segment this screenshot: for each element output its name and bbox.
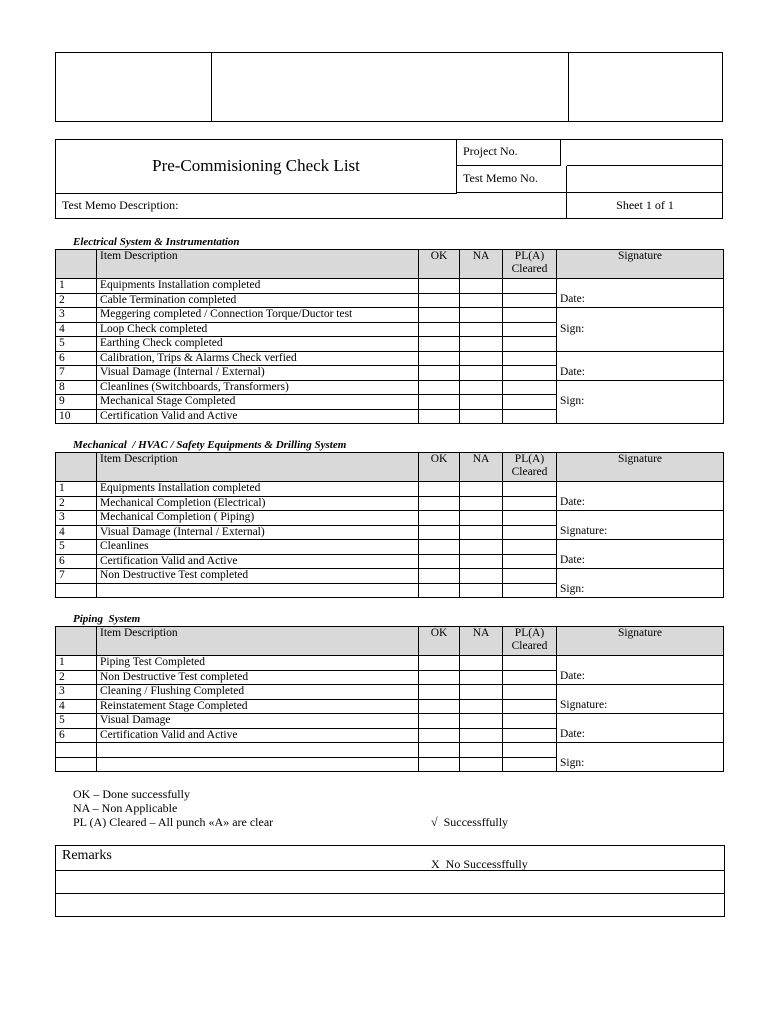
ok-cell[interactable] (419, 351, 460, 366)
signature-cell[interactable]: Date: (557, 656, 724, 685)
remarks-label: Remarks (56, 846, 725, 871)
header-item-description: Item Description (97, 453, 419, 482)
table-row: 3 Meggering completed / Connection Torque/Ductor test Sign: (56, 308, 724, 323)
signature-cell[interactable]: Sign: (557, 308, 724, 352)
pl-cell[interactable] (503, 511, 557, 526)
legend-ok: OK – Done successfully (73, 787, 190, 801)
ok-cell[interactable] (419, 395, 460, 410)
pl-cell[interactable] (503, 279, 557, 294)
ok-cell[interactable] (419, 554, 460, 569)
remarks-line-1[interactable] (56, 871, 725, 894)
na-cell[interactable] (460, 395, 503, 410)
header-na: NA (460, 453, 503, 482)
pl-cell[interactable] (503, 583, 557, 598)
checklist-table-electrical (55, 249, 724, 424)
pl-cell[interactable] (503, 482, 557, 497)
table-row: 2 Non Destructive Test completed (56, 670, 724, 685)
ok-cell[interactable] (419, 337, 460, 352)
ok-cell[interactable] (419, 322, 460, 337)
logo-cell-left (56, 53, 212, 121)
ok-cell[interactable] (419, 380, 460, 395)
legend-na: NA – Non Applicable (73, 801, 178, 815)
table-row: 3 Cleaning / Flushing Completed Signature: (56, 685, 724, 700)
na-cell[interactable] (460, 757, 503, 772)
pl-cell[interactable] (503, 569, 557, 584)
section-title-mechanical: Mechanical / HVAC / Safety Equipments & Drilling System (73, 439, 347, 451)
header-signature: Signature (557, 250, 724, 279)
header-pl-cleared: PL(A) Cleared (503, 627, 557, 656)
ok-cell[interactable] (419, 685, 460, 700)
table-row (56, 743, 724, 758)
na-cell[interactable] (460, 699, 503, 714)
table-row: 4 Reinstatement Stage Completed (56, 699, 724, 714)
table-row: 2 Mechanical Completion (Electrical) (56, 496, 724, 511)
signature-cell[interactable]: Date: (557, 482, 724, 511)
na-cell[interactable] (460, 554, 503, 569)
na-cell[interactable] (460, 351, 503, 366)
table-row: 6 Certification Valid and Active (56, 728, 724, 743)
na-cell[interactable] (460, 366, 503, 381)
legend-no-success: X No Successffully (431, 857, 528, 871)
ok-cell[interactable] (419, 279, 460, 294)
pl-cell[interactable] (503, 743, 557, 758)
project-no-label: Project No. (457, 140, 561, 166)
table-header-row (56, 627, 724, 656)
signature-cell[interactable]: Date: (557, 540, 724, 569)
ok-cell[interactable] (419, 583, 460, 598)
legend-success: √ Successffully (431, 815, 509, 829)
pl-cell[interactable] (503, 525, 557, 540)
na-cell[interactable] (460, 511, 503, 526)
na-cell[interactable] (460, 496, 503, 511)
section-title-piping: Piping System (73, 613, 141, 625)
ok-cell[interactable] (419, 308, 460, 323)
header-signature: Signature (557, 627, 724, 656)
na-cell[interactable] (460, 656, 503, 671)
ok-cell[interactable] (419, 409, 460, 424)
na-cell[interactable] (460, 525, 503, 540)
remarks-table (55, 845, 725, 917)
header-na: NA (460, 250, 503, 279)
table-row: 5 Cleanlines Date: (56, 540, 724, 555)
ok-cell[interactable] (419, 714, 460, 729)
signature-cell[interactable]: Date: (557, 279, 724, 308)
na-cell[interactable] (460, 583, 503, 598)
pl-cell[interactable] (503, 699, 557, 714)
header-pl-cleared: PL(A) Cleared (503, 250, 557, 279)
pl-cell[interactable] (503, 714, 557, 729)
pl-cell[interactable] (503, 337, 557, 352)
header-signature: Signature (557, 453, 724, 482)
na-cell[interactable] (460, 714, 503, 729)
page-title: Pre-Commisioning Check List (152, 156, 360, 175)
na-cell[interactable] (460, 337, 503, 352)
ok-cell[interactable] (419, 743, 460, 758)
ok-cell[interactable] (419, 757, 460, 772)
na-cell[interactable] (460, 728, 503, 743)
pl-cell[interactable] (503, 540, 557, 555)
pl-cell[interactable] (503, 728, 557, 743)
signature-cell[interactable]: Date: (557, 351, 724, 380)
table-row: 7 Visual Damage (Internal / External) (56, 366, 724, 381)
table-row: 6 Calibration, Trips & Alarms Check verfied Date: (56, 351, 724, 366)
section-title-electrical: Electrical System & Instrumentation (73, 236, 240, 248)
ok-cell[interactable] (419, 569, 460, 584)
table-header-row (56, 250, 724, 279)
header-item-description: Item Description (97, 250, 419, 279)
header-item-description: Item Description (97, 627, 419, 656)
na-cell[interactable] (460, 569, 503, 584)
na-cell[interactable] (460, 308, 503, 323)
table-row: 10 Certification Valid and Active (56, 409, 724, 424)
table-header-row (56, 453, 724, 482)
header-ok: OK (419, 453, 460, 482)
na-cell[interactable] (460, 685, 503, 700)
table-row: 1 Equipments Installation completed Date: (56, 482, 724, 497)
signature-cell[interactable]: Date: (557, 714, 724, 743)
na-cell[interactable] (460, 293, 503, 308)
legend-left (73, 787, 273, 829)
table-row: 4 Loop Check completed (56, 322, 724, 337)
pl-cell[interactable] (503, 656, 557, 671)
project-no-field[interactable] (567, 140, 723, 166)
pl-cell[interactable] (503, 293, 557, 308)
ok-cell[interactable] (419, 540, 460, 555)
header-pl-cleared: PL(A) Cleared (503, 453, 557, 482)
ok-cell[interactable] (419, 366, 460, 381)
test-memo-no-field[interactable] (567, 166, 723, 193)
signature-cell[interactable]: Sign: (557, 569, 724, 598)
pl-cell[interactable] (503, 322, 557, 337)
signature-cell[interactable]: Sign: (557, 380, 724, 424)
ok-cell[interactable] (419, 511, 460, 526)
na-cell[interactable] (460, 322, 503, 337)
signature-cell[interactable]: Signature: (557, 511, 724, 540)
na-cell[interactable] (460, 409, 503, 424)
checklist-table-piping (55, 626, 724, 772)
pl-cell[interactable] (503, 308, 557, 323)
legend-pl: PL (A) Cleared – All punch «A» are clear (73, 815, 274, 829)
pl-cell[interactable] (503, 670, 557, 685)
logo-cell-center (212, 53, 569, 121)
pl-cell[interactable] (503, 685, 557, 700)
pl-cell[interactable] (503, 409, 557, 424)
header-ok: OK (419, 250, 460, 279)
sheet-label: Sheet 1 of 1 (616, 198, 674, 212)
title-block (55, 139, 723, 219)
table-row: 3 Mechanical Completion ( Piping) Signature: (56, 511, 724, 526)
test-memo-no-label: Test Memo No. (457, 166, 567, 193)
table-row: 6 Certification Valid and Active (56, 554, 724, 569)
na-cell[interactable] (460, 540, 503, 555)
header-na: NA (460, 627, 503, 656)
signature-cell[interactable]: Signature: (557, 685, 724, 714)
na-cell[interactable] (460, 279, 503, 294)
checklist-table-mechanical (55, 452, 724, 598)
table-row: 4 Visual Damage (Internal / External) (56, 525, 724, 540)
table-row: 1 Equipments Installation completed Date: (56, 279, 724, 294)
logo-header-box (55, 52, 723, 122)
pl-cell[interactable] (503, 757, 557, 772)
remarks-line-2[interactable] (56, 894, 725, 917)
na-cell[interactable] (460, 743, 503, 758)
ok-cell[interactable] (419, 670, 460, 685)
header-ok: OK (419, 627, 460, 656)
ok-cell[interactable] (419, 293, 460, 308)
pl-cell[interactable] (503, 366, 557, 381)
table-row: 9 Mechanical Stage Completed (56, 395, 724, 410)
ok-cell[interactable] (419, 525, 460, 540)
na-cell[interactable] (460, 482, 503, 497)
pl-cell[interactable] (503, 351, 557, 366)
na-cell[interactable] (460, 670, 503, 685)
pl-cell[interactable] (503, 496, 557, 511)
pl-cell[interactable] (503, 395, 557, 410)
ok-cell[interactable] (419, 699, 460, 714)
ok-cell[interactable] (419, 728, 460, 743)
ok-cell[interactable] (419, 482, 460, 497)
table-row: 7 Non Destructive Test completed Sign: (56, 569, 724, 584)
table-row: 1 Piping Test Completed Date: (56, 656, 724, 671)
table-row: 2 Cable Termination completed (56, 293, 724, 308)
table-row: 8 Cleanlines (Switchboards, Transformers) Sign: (56, 380, 724, 395)
ok-cell[interactable] (419, 496, 460, 511)
table-row: 5 Earthing Check completed (56, 337, 724, 352)
title-cell (56, 140, 457, 194)
ok-cell[interactable] (419, 656, 460, 671)
pl-cell[interactable] (503, 380, 557, 395)
pl-cell[interactable] (503, 554, 557, 569)
na-cell[interactable] (460, 380, 503, 395)
logo-cell-right (569, 53, 723, 121)
table-row: 5 Visual Damage Date: (56, 714, 724, 729)
test-memo-description-label: Test Memo Description: (56, 193, 567, 218)
signature-cell[interactable]: Sign: (557, 743, 724, 772)
